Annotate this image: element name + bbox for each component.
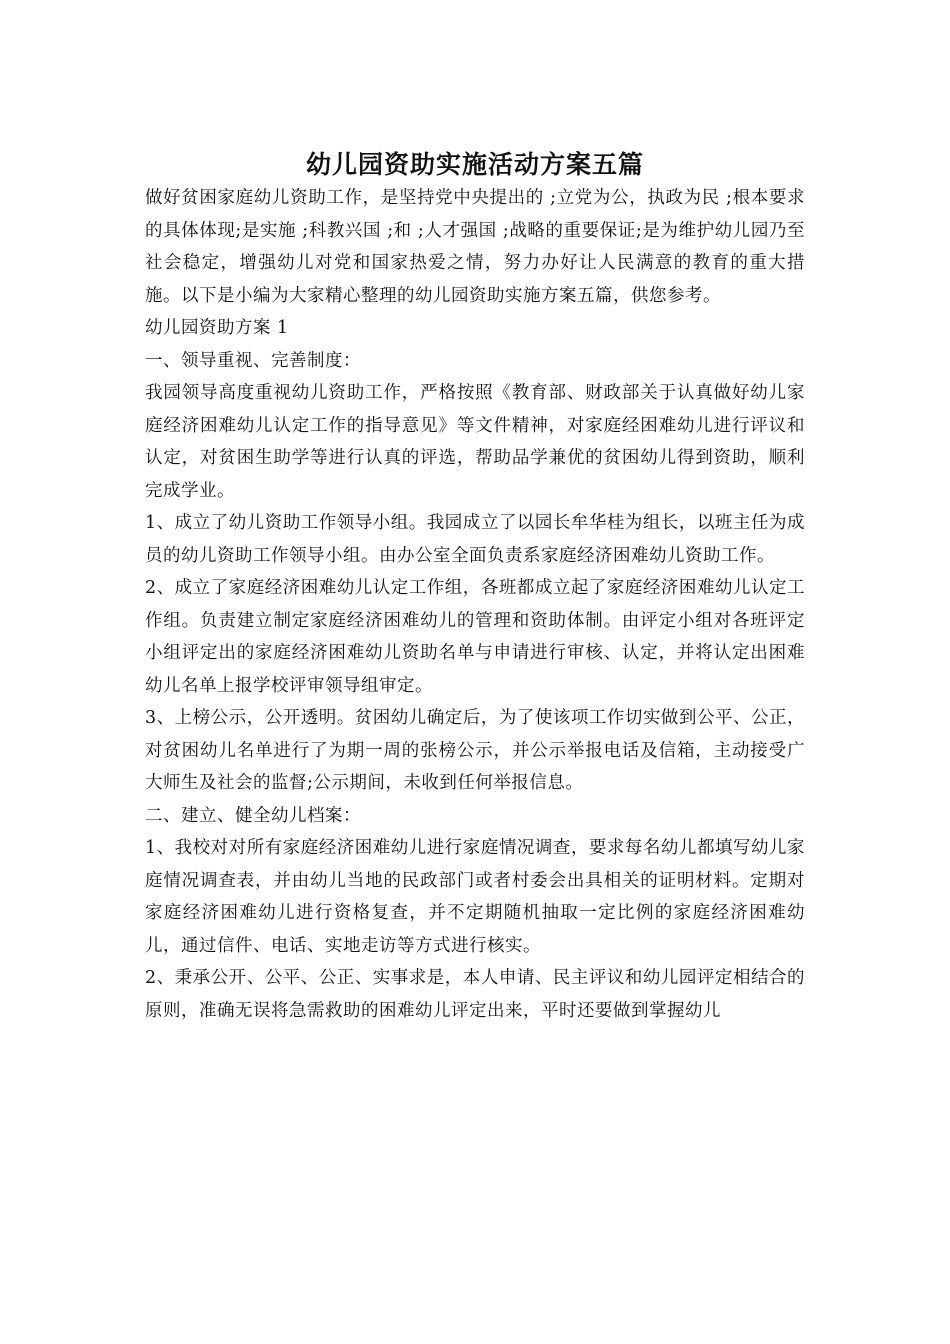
paragraph-leadership: 我园领导高度重视幼儿资助工作，严格按照《教育部、财政部关于认真做好幼儿家庭经济困难幼儿认定工作的指导意见》等文件精神，对家庭经困难幼儿进行评议和认定，对贫困生助学等进行认真的评选，帮助品学兼优的贫困幼儿得到资助，顺利完成学业。 [145,383,805,501]
section-heading-leadership: 一、领导重视、完善制度： [145,350,361,371]
paragraph-archive-2: 2、秉承公开、公平、公正、实事求是，本人申请、民主评议和幼儿园评定相结合的原则，准确无误将急需救助的困难幼儿评定出来，平时还要做到掌握幼儿 [145,968,805,1021]
paragraph-archive-1: 1、我校对对所有家庭经济困难幼儿进行家庭情况调查，要求每名幼儿都填写幼儿家庭情况调查表，并由幼儿当地的民政部门或者村委会出具相关的证明材料。定期对家庭经济困难幼儿进行资格复查，并不定期随机抽取一定比例的家庭经济困难幼儿，通过信件、电话、实地走访等方式进行核实。 [145,838,805,956]
document-body [145,182,805,1027]
section-heading-plan-1: 幼儿园资助方案 1 [145,318,289,338]
paragraph-item-2: 2、成立了家庭经济困难幼儿认定工作组，各班都成立起了家庭经济困难幼儿认定工作组。负责建立制定家庭经济困难幼儿的管理和资助体制。由评定小组对各班评定小组评定出的家庭经济困难幼儿资助名单与申请进行审核、认定，并将认定出困难幼儿名单上报学校评审领导组审定。 [145,578,805,696]
paragraph-item-1: 1、成立了幼儿资助工作领导小组。我园成立了以园长牟华桂为组长，以班主任为成员的幼儿资助工作领导小组。由办公室全面负责系家庭经济困难幼儿资助工作。 [145,513,805,566]
document-title: 幼儿园资助实施活动方案五篇 [305,149,644,179]
section-heading-archives: 二、建立、健全幼儿档案： [145,805,361,826]
paragraph-intro: 做好贫困家庭幼儿资助工作，是坚持党中央提出的 ;立党为公，执政为民 ;根本要求的具体体现;是实施 ;科教兴国 ;和 ;人才强国 ;战略的重要保证;是为维护幼儿园乃至社会稳定，增强幼儿对党和国家热爱之情，努力办好让人民满意的教育的重大措施。以下是小编为大家精心整理的幼儿园资助实施方案五篇，供您参考。 [145,188,805,306]
paragraph-item-3: 3、上榜公示，公开透明。贫困幼儿确定后，为了使该项工作切实做到公平、公正，对贫困幼儿名单进行了为期一周的张榜公示，并公示举报电话及信箱，主动接受广大师生及社会的监督;公示期间，未收到任何举报信息。 [145,708,805,793]
